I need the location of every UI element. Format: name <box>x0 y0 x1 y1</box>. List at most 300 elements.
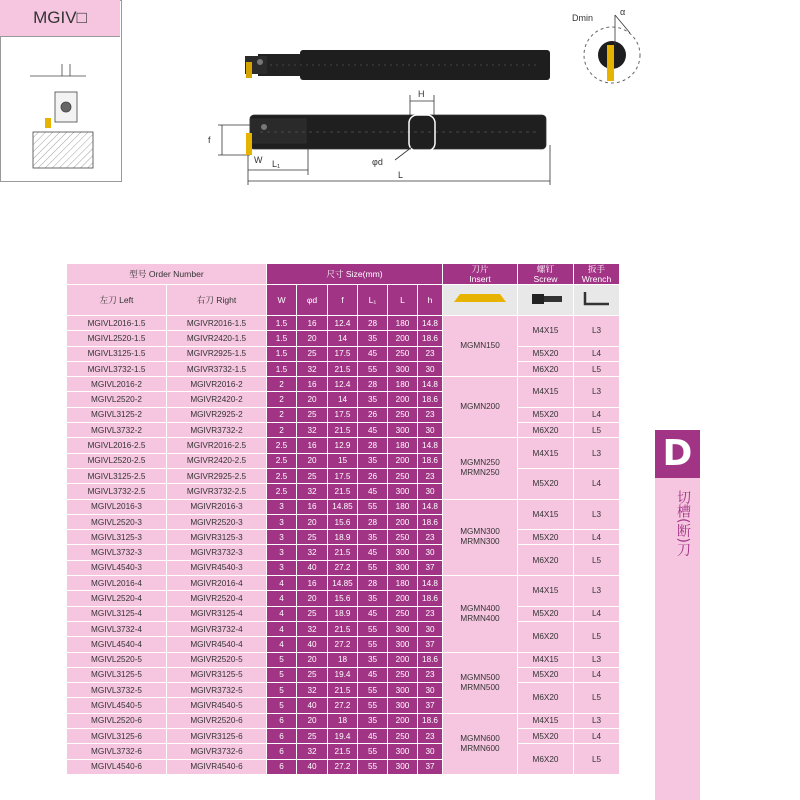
insert-model: MGMN200 <box>443 377 518 438</box>
screw-model: M6X20 <box>518 361 574 376</box>
page-title: MGIV□ <box>0 0 120 37</box>
order-right: MGIVR4540-4 <box>167 637 267 652</box>
size-l1: 55 <box>358 560 388 575</box>
size-l: 250 <box>388 346 418 361</box>
size-d: 20 <box>297 591 328 606</box>
size-w: 2.5 <box>267 438 297 453</box>
size-l1: 35 <box>358 713 388 728</box>
size-l1: 45 <box>358 484 388 499</box>
label-dmin: Dmin <box>572 13 594 23</box>
order-left: MGIVL4540-3 <box>67 560 167 575</box>
label-l: L <box>398 170 404 180</box>
wrench-model: L4 <box>574 667 620 682</box>
size-f: 15.6 <box>328 591 358 606</box>
size-d: 20 <box>297 713 328 728</box>
order-left: MGIVL3125-6 <box>67 729 167 744</box>
size-w: 2 <box>267 423 297 438</box>
section-tab <box>655 430 700 800</box>
screw-model: M5X20 <box>518 468 574 499</box>
table-row <box>67 377 620 392</box>
spec-table-body <box>67 316 620 775</box>
table-row <box>67 606 620 621</box>
size-f: 18 <box>328 713 358 728</box>
size-w: 5 <box>267 698 297 713</box>
size-l: 200 <box>388 453 418 468</box>
size-w: 4 <box>267 637 297 652</box>
size-l1: 28 <box>358 438 388 453</box>
wrench-model: L4 <box>574 729 620 744</box>
order-right: MGIVR3125-4 <box>167 606 267 621</box>
order-right: MGIVR3125-6 <box>167 729 267 744</box>
wrench-model: L3 <box>574 499 620 530</box>
size-w: 2 <box>267 407 297 422</box>
insert-model: MGMN600 MRMN600 <box>443 713 518 774</box>
size-w: 3 <box>267 560 297 575</box>
size-h: 23 <box>418 468 443 483</box>
size-w: 2.5 <box>267 484 297 499</box>
size-l: 200 <box>388 591 418 606</box>
table-row <box>67 530 620 545</box>
size-h: 30 <box>418 545 443 560</box>
size-w: 5 <box>267 683 297 698</box>
size-l1: 55 <box>358 621 388 636</box>
wrench-model: L5 <box>574 621 620 652</box>
order-left: MGIVL2520-2.5 <box>67 453 167 468</box>
size-f: 27.2 <box>328 759 358 774</box>
size-l: 250 <box>388 729 418 744</box>
screw-model: M4X15 <box>518 316 574 347</box>
size-h: 23 <box>418 729 443 744</box>
wrench-model: L4 <box>574 530 620 545</box>
order-right: MGIVR3125-3 <box>167 530 267 545</box>
size-l1: 55 <box>358 759 388 774</box>
order-right: MGIVR2016-4 <box>167 576 267 591</box>
size-w: 6 <box>267 759 297 774</box>
size-l: 200 <box>388 514 418 529</box>
size-l1: 35 <box>358 591 388 606</box>
size-l1: 45 <box>358 423 388 438</box>
size-f: 21.5 <box>328 545 358 560</box>
hdr-order-number: 型号 Order Number <box>67 264 267 285</box>
order-left: MGIVL3732-3 <box>67 545 167 560</box>
size-w: 1.5 <box>267 346 297 361</box>
hdr-wrench: 扳手 Wrench <box>574 264 620 285</box>
size-d: 32 <box>297 484 328 499</box>
size-l: 180 <box>388 438 418 453</box>
size-h: 14.8 <box>418 316 443 331</box>
size-w: 3 <box>267 514 297 529</box>
size-f: 15.6 <box>328 514 358 529</box>
spec-table <box>66 263 620 775</box>
size-f: 17.5 <box>328 407 358 422</box>
table-row <box>67 316 620 331</box>
size-w: 1.5 <box>267 331 297 346</box>
screw-model: M5X20 <box>518 530 574 545</box>
size-w: 5 <box>267 667 297 682</box>
size-d: 16 <box>297 316 328 331</box>
table-row <box>67 576 620 591</box>
size-h: 37 <box>418 698 443 713</box>
size-l: 300 <box>388 545 418 560</box>
order-left: MGIVL4540-4 <box>67 637 167 652</box>
table-row <box>67 407 620 422</box>
wrench-model: L4 <box>574 346 620 361</box>
size-f: 27.2 <box>328 637 358 652</box>
hdr-col-l1: L₁ <box>358 285 388 316</box>
size-w: 4 <box>267 591 297 606</box>
size-f: 21.5 <box>328 683 358 698</box>
order-left: MGIVL2520-2 <box>67 392 167 407</box>
size-h: 18.6 <box>418 453 443 468</box>
order-left: MGIVL3732-5 <box>67 683 167 698</box>
order-left: MGIVL4540-6 <box>67 759 167 774</box>
size-h: 23 <box>418 407 443 422</box>
order-left: MGIVL2016-2.5 <box>67 438 167 453</box>
size-d: 20 <box>297 514 328 529</box>
size-l: 300 <box>388 423 418 438</box>
size-h: 14.8 <box>418 499 443 514</box>
order-right: MGIVR4540-5 <box>167 698 267 713</box>
insert-model: MGMN150 <box>443 316 518 377</box>
size-l: 180 <box>388 377 418 392</box>
order-right: MGIVR2520-3 <box>167 514 267 529</box>
screw-model: M5X20 <box>518 407 574 422</box>
order-left: MGIVL2520-1.5 <box>67 331 167 346</box>
table-row <box>67 438 620 453</box>
table-row <box>67 729 620 744</box>
order-left: MGIVL3732-2 <box>67 423 167 438</box>
size-l1: 28 <box>358 576 388 591</box>
size-l1: 28 <box>358 316 388 331</box>
section-label: 切槽(断)刀 <box>675 490 691 557</box>
order-right: MGIVR2016-2.5 <box>167 438 267 453</box>
size-d: 20 <box>297 453 328 468</box>
tool-photo <box>240 40 560 85</box>
size-l1: 55 <box>358 637 388 652</box>
size-l1: 35 <box>358 530 388 545</box>
order-left: MGIVL2016-3 <box>67 499 167 514</box>
section-tab-head <box>655 430 700 478</box>
table-row <box>67 652 620 667</box>
order-right: MGIVR3732-6 <box>167 744 267 759</box>
size-l: 200 <box>388 652 418 667</box>
size-l: 300 <box>388 560 418 575</box>
size-l1: 28 <box>358 514 388 529</box>
size-f: 17.5 <box>328 346 358 361</box>
size-l1: 35 <box>358 392 388 407</box>
size-h: 18.6 <box>418 713 443 728</box>
dimension-drawing <box>200 85 570 195</box>
order-left: MGIVL3125-2 <box>67 407 167 422</box>
size-f: 15 <box>328 453 358 468</box>
size-d: 25 <box>297 530 328 545</box>
size-l1: 55 <box>358 683 388 698</box>
size-w: 4 <box>267 576 297 591</box>
size-f: 18.9 <box>328 606 358 621</box>
size-f: 27.2 <box>328 560 358 575</box>
section-letter: D <box>662 433 693 474</box>
screw-model: M5X20 <box>518 729 574 744</box>
size-l1: 26 <box>358 407 388 422</box>
size-h: 23 <box>418 346 443 361</box>
size-d: 32 <box>297 545 328 560</box>
order-left: MGIVL3125-2.5 <box>67 468 167 483</box>
size-d: 25 <box>297 407 328 422</box>
size-l1: 35 <box>358 652 388 667</box>
hdr-size: 尺寸 Size(mm) <box>267 264 443 285</box>
size-d: 20 <box>297 331 328 346</box>
size-d: 16 <box>297 576 328 591</box>
size-d: 40 <box>297 759 328 774</box>
screw-model: M5X20 <box>518 606 574 621</box>
table-row <box>67 744 620 759</box>
size-w: 3 <box>267 530 297 545</box>
size-w: 6 <box>267 713 297 728</box>
size-l: 300 <box>388 744 418 759</box>
size-h: 18.6 <box>418 392 443 407</box>
order-right: MGIVR4540-3 <box>167 560 267 575</box>
wrench-model: L4 <box>574 407 620 422</box>
size-l1: 55 <box>358 698 388 713</box>
size-d: 25 <box>297 468 328 483</box>
label-w: W <box>254 155 263 165</box>
size-l1: 35 <box>358 331 388 346</box>
screw-model: M6X20 <box>518 683 574 714</box>
size-d: 32 <box>297 621 328 636</box>
order-left: MGIVL3125-3 <box>67 530 167 545</box>
size-l: 200 <box>388 331 418 346</box>
size-d: 40 <box>297 560 328 575</box>
size-l1: 28 <box>358 377 388 392</box>
size-l1: 45 <box>358 346 388 361</box>
size-l: 250 <box>388 530 418 545</box>
size-d: 25 <box>297 667 328 682</box>
screw-model: M4X15 <box>518 576 574 607</box>
order-right: MGIVR2016-3 <box>167 499 267 514</box>
order-right: MGIVR3732-2.5 <box>167 484 267 499</box>
order-left: MGIVL2520-3 <box>67 514 167 529</box>
wrench-icon <box>579 288 615 308</box>
wrench-model: L5 <box>574 683 620 714</box>
size-w: 5 <box>267 652 297 667</box>
order-right: MGIVR2520-6 <box>167 713 267 728</box>
size-l: 250 <box>388 407 418 422</box>
size-l1: 55 <box>358 361 388 376</box>
order-left: MGIVL3125-4 <box>67 606 167 621</box>
insert-image <box>443 285 518 316</box>
hdr-col-f: f <box>328 285 358 316</box>
size-f: 19.4 <box>328 729 358 744</box>
screw-model: M6X20 <box>518 545 574 576</box>
screw-model: M4X15 <box>518 499 574 530</box>
size-d: 40 <box>297 637 328 652</box>
wrench-image <box>574 285 620 316</box>
size-f: 14 <box>328 392 358 407</box>
size-h: 14.8 <box>418 576 443 591</box>
size-l: 300 <box>388 621 418 636</box>
size-f: 21.5 <box>328 744 358 759</box>
size-h: 23 <box>418 667 443 682</box>
screw-model: M6X20 <box>518 423 574 438</box>
wrench-model: L3 <box>574 652 620 667</box>
size-w: 3 <box>267 545 297 560</box>
insert-model: MGMN250 MRMN250 <box>443 438 518 499</box>
size-f: 14.85 <box>328 499 358 514</box>
size-h: 18.6 <box>418 514 443 529</box>
size-h: 14.8 <box>418 377 443 392</box>
size-h: 30 <box>418 361 443 376</box>
screw-image <box>518 285 574 316</box>
order-right: MGIVR2016-2 <box>167 377 267 392</box>
size-d: 32 <box>297 361 328 376</box>
size-d: 16 <box>297 499 328 514</box>
wrench-model: L3 <box>574 377 620 408</box>
order-right: MGIVR2520-5 <box>167 652 267 667</box>
size-d: 25 <box>297 729 328 744</box>
size-d: 16 <box>297 438 328 453</box>
size-h: 30 <box>418 683 443 698</box>
size-d: 32 <box>297 744 328 759</box>
table-row <box>67 545 620 560</box>
size-f: 27.2 <box>328 698 358 713</box>
wrench-model: L3 <box>574 713 620 728</box>
order-left: MGIVL2016-4 <box>67 576 167 591</box>
order-left: MGIVL2520-4 <box>67 591 167 606</box>
size-l: 300 <box>388 698 418 713</box>
size-w: 4 <box>267 606 297 621</box>
size-h: 18.6 <box>418 331 443 346</box>
insert-model: MGMN500 MRMN500 <box>443 652 518 713</box>
order-right: MGIVR2925-1.5 <box>167 346 267 361</box>
table-row <box>67 346 620 361</box>
hdr-right: 右刀 Right <box>167 285 267 316</box>
label-phid: φd <box>372 157 383 167</box>
size-f: 18 <box>328 652 358 667</box>
size-w: 4 <box>267 621 297 636</box>
size-w: 2.5 <box>267 468 297 483</box>
size-l1: 45 <box>358 667 388 682</box>
hdr-screw: 螺钉 Screw <box>518 264 574 285</box>
wrench-model: L5 <box>574 361 620 376</box>
order-right: MGIVR2520-4 <box>167 591 267 606</box>
wrench-model: L4 <box>574 468 620 499</box>
order-right: MGIVR2420-2 <box>167 392 267 407</box>
insert-model: MGMN400 MRMN400 <box>443 576 518 652</box>
order-right: MGIVR3125-5 <box>167 667 267 682</box>
screw-model: M4X15 <box>518 438 574 469</box>
table-row <box>67 683 620 698</box>
size-h: 14.8 <box>418 438 443 453</box>
size-d: 25 <box>297 346 328 361</box>
table-row <box>67 423 620 438</box>
size-d: 20 <box>297 652 328 667</box>
size-f: 21.5 <box>328 621 358 636</box>
order-left: MGIVL3732-4 <box>67 621 167 636</box>
size-h: 30 <box>418 423 443 438</box>
size-l1: 55 <box>358 744 388 759</box>
hdr-insert: 刀片 Insert <box>443 264 518 285</box>
size-h: 23 <box>418 530 443 545</box>
title-box <box>0 0 122 182</box>
wrench-model: L4 <box>574 606 620 621</box>
size-d: 25 <box>297 606 328 621</box>
size-f: 21.5 <box>328 361 358 376</box>
size-d: 20 <box>297 392 328 407</box>
order-right: MGIVR2925-2 <box>167 407 267 422</box>
label-l1: L₁ <box>272 159 281 169</box>
screw-model: M4X15 <box>518 713 574 728</box>
screw-model: M5X20 <box>518 346 574 361</box>
hdr-col-d: φd <box>297 285 328 316</box>
size-l1: 45 <box>358 545 388 560</box>
size-h: 30 <box>418 484 443 499</box>
size-f: 12.9 <box>328 438 358 453</box>
size-h: 18.6 <box>418 652 443 667</box>
size-f: 17.5 <box>328 468 358 483</box>
hdr-col-l: L <box>388 285 418 316</box>
insert-model: MGMN300 MRMN300 <box>443 499 518 575</box>
screw-model: M6X20 <box>518 621 574 652</box>
table-row <box>67 713 620 728</box>
size-w: 6 <box>267 744 297 759</box>
screw-model: M4X15 <box>518 377 574 408</box>
end-view-diagram <box>570 5 650 90</box>
order-right: MGIVR3732-5 <box>167 683 267 698</box>
size-l: 250 <box>388 667 418 682</box>
size-l1: 45 <box>358 729 388 744</box>
order-right: MGIVR3732-2 <box>167 423 267 438</box>
table-row <box>67 667 620 682</box>
size-h: 37 <box>418 759 443 774</box>
size-l: 300 <box>388 637 418 652</box>
wrench-model: L3 <box>574 316 620 347</box>
screw-model: M6X20 <box>518 744 574 775</box>
wrench-model: L3 <box>574 438 620 469</box>
order-right: MGIVR2016-1.5 <box>167 316 267 331</box>
size-l1: 55 <box>358 499 388 514</box>
order-right: MGIVR2925-2.5 <box>167 468 267 483</box>
order-left: MGIVL3125-1.5 <box>67 346 167 361</box>
order-left: MGIVL2520-5 <box>67 652 167 667</box>
size-f: 12.4 <box>328 377 358 392</box>
section-drawing <box>0 36 120 180</box>
order-left: MGIVL3732-2.5 <box>67 484 167 499</box>
size-f: 21.5 <box>328 484 358 499</box>
order-right: MGIVR4540-6 <box>167 759 267 774</box>
hdr-col-h: h <box>418 285 443 316</box>
size-l: 180 <box>388 499 418 514</box>
size-l: 300 <box>388 759 418 774</box>
size-w: 6 <box>267 729 297 744</box>
order-left: MGIVL3732-6 <box>67 744 167 759</box>
size-d: 40 <box>297 698 328 713</box>
screw-model: M5X20 <box>518 667 574 682</box>
order-right: MGIVR3732-4 <box>167 621 267 636</box>
order-right: MGIVR3732-3 <box>167 545 267 560</box>
screw-model: M4X15 <box>518 652 574 667</box>
size-w: 1.5 <box>267 361 297 376</box>
size-f: 12.4 <box>328 316 358 331</box>
size-f: 14 <box>328 331 358 346</box>
label-h: H <box>418 89 425 99</box>
size-l: 200 <box>388 392 418 407</box>
size-l: 200 <box>388 713 418 728</box>
hdr-left: 左刀 Left <box>67 285 167 316</box>
size-l: 250 <box>388 468 418 483</box>
size-f: 21.5 <box>328 423 358 438</box>
order-right: MGIVR2420-1.5 <box>167 331 267 346</box>
insert-icon <box>450 290 510 306</box>
